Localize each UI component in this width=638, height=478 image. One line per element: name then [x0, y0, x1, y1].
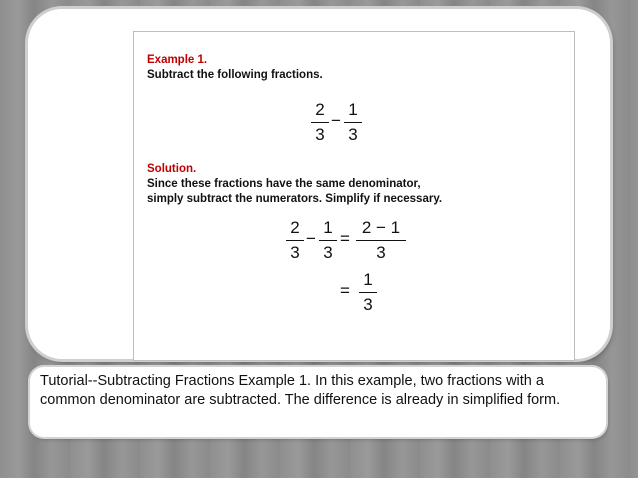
- work-minus-sign: −: [306, 229, 316, 248]
- problem-fraction-left: 2 3: [309, 100, 331, 145]
- instruction-text: Subtract the following fractions.: [147, 69, 323, 81]
- result-fraction: 1 3: [357, 270, 379, 315]
- result-equals-sign: =: [340, 281, 350, 300]
- problem-fraction-right: 1 3: [342, 100, 364, 145]
- work-fraction-left: 2 3: [284, 218, 306, 263]
- work-equals-sign: =: [340, 229, 350, 248]
- work-combined-fraction: 2 − 1 3: [352, 218, 410, 263]
- slide-frame: [28, 9, 610, 359]
- example-heading: Example 1.: [147, 54, 208, 66]
- problem-expression: [309, 100, 369, 150]
- work-fraction-right: 1 3: [317, 218, 339, 263]
- solution-line-2: simply subtract the numerators. Simplify if necessary.: [147, 193, 443, 205]
- caption-box: [30, 367, 606, 437]
- solution-heading: Solution.: [147, 163, 197, 175]
- example-content: [133, 31, 575, 361]
- solution-line-1: Since these fractions have the same denominator,: [147, 178, 421, 190]
- caption-text: Tutorial--Subtracting Fractions Example 1. In this example, two fractions with a common denominator are subtracted. The difference is already in simplified form.: [40, 373, 561, 408]
- problem-minus-sign: −: [331, 111, 341, 130]
- solution-work: [284, 218, 444, 328]
